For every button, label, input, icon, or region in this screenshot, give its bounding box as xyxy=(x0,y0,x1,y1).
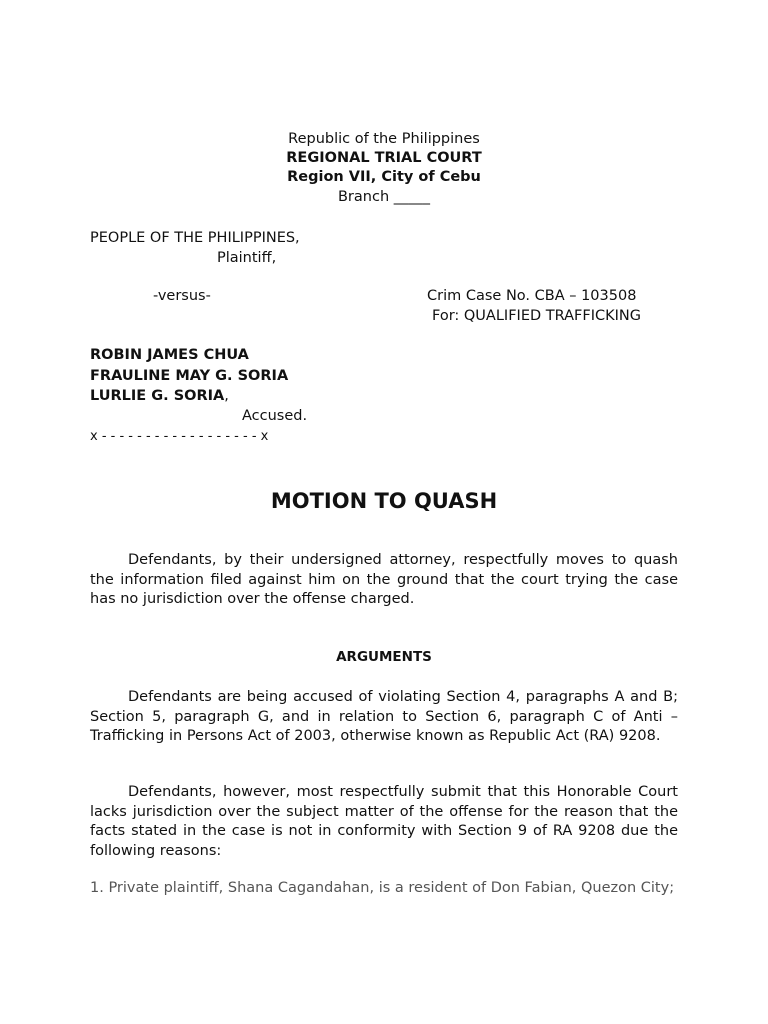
accused-name: FRAULINE MAY G. SORIA xyxy=(90,368,289,384)
plaintiff-name: PEOPLE OF THE PHILIPPINES, xyxy=(90,230,300,246)
reason-item: 1. Private plaintiff, Shana Cagandahan, is a resident of Don Fabian, Quezon City; xyxy=(90,880,675,896)
accused-name: ROBIN JAMES CHUA xyxy=(90,347,249,363)
court-region: Region VII, City of Cebu xyxy=(287,169,481,185)
court-branch: Branch _____ xyxy=(337,189,430,205)
versus-label: -versus- xyxy=(153,288,211,304)
court-name: REGIONAL TRIAL COURT xyxy=(286,150,482,166)
argument-paragraph: Defendants, however, most respectfully submit that this Honorable Court lacks jurisdiction over the subject matter of the offense for the reason that the facts stated in the case is not in conformity with Section 9 of RA 9208 due the following reasons: xyxy=(90,784,678,859)
arguments-heading: ARGUMENTS xyxy=(336,649,432,665)
case-charge: For: QUALIFIED TRAFFICKING xyxy=(432,308,641,324)
intro-paragraph: Defendants, by their undersigned attorney, respectfully moves to quash the information filed against him on the ground that the court trying the case has no jurisdiction over the offense charged. xyxy=(90,552,678,607)
accused-role: Accused. xyxy=(242,408,308,424)
caption-separator: x - - - - - - - - - - - - - - - - - - x xyxy=(90,429,269,444)
motion-title: MOTION TO QUASH xyxy=(270,489,498,513)
argument-paragraph: Defendants are being accused of violating Section 4, paragraphs A and B; Section 5, paragraph G, and in relation to Section 6, paragraph C of Anti – Trafficking in Persons Act of 2003, otherwise known as Republic Act (RA) 9208. xyxy=(90,689,678,744)
accused-comma: , xyxy=(224,388,229,404)
republic-line: Republic of the Philippines xyxy=(288,131,480,147)
plaintiff-role: Plaintiff, xyxy=(217,250,277,266)
accused-name: LURLIE G. SORIA xyxy=(90,388,225,404)
case-number: Crim Case No. CBA – 103508 xyxy=(427,288,637,304)
accused-name-line xyxy=(90,387,229,406)
